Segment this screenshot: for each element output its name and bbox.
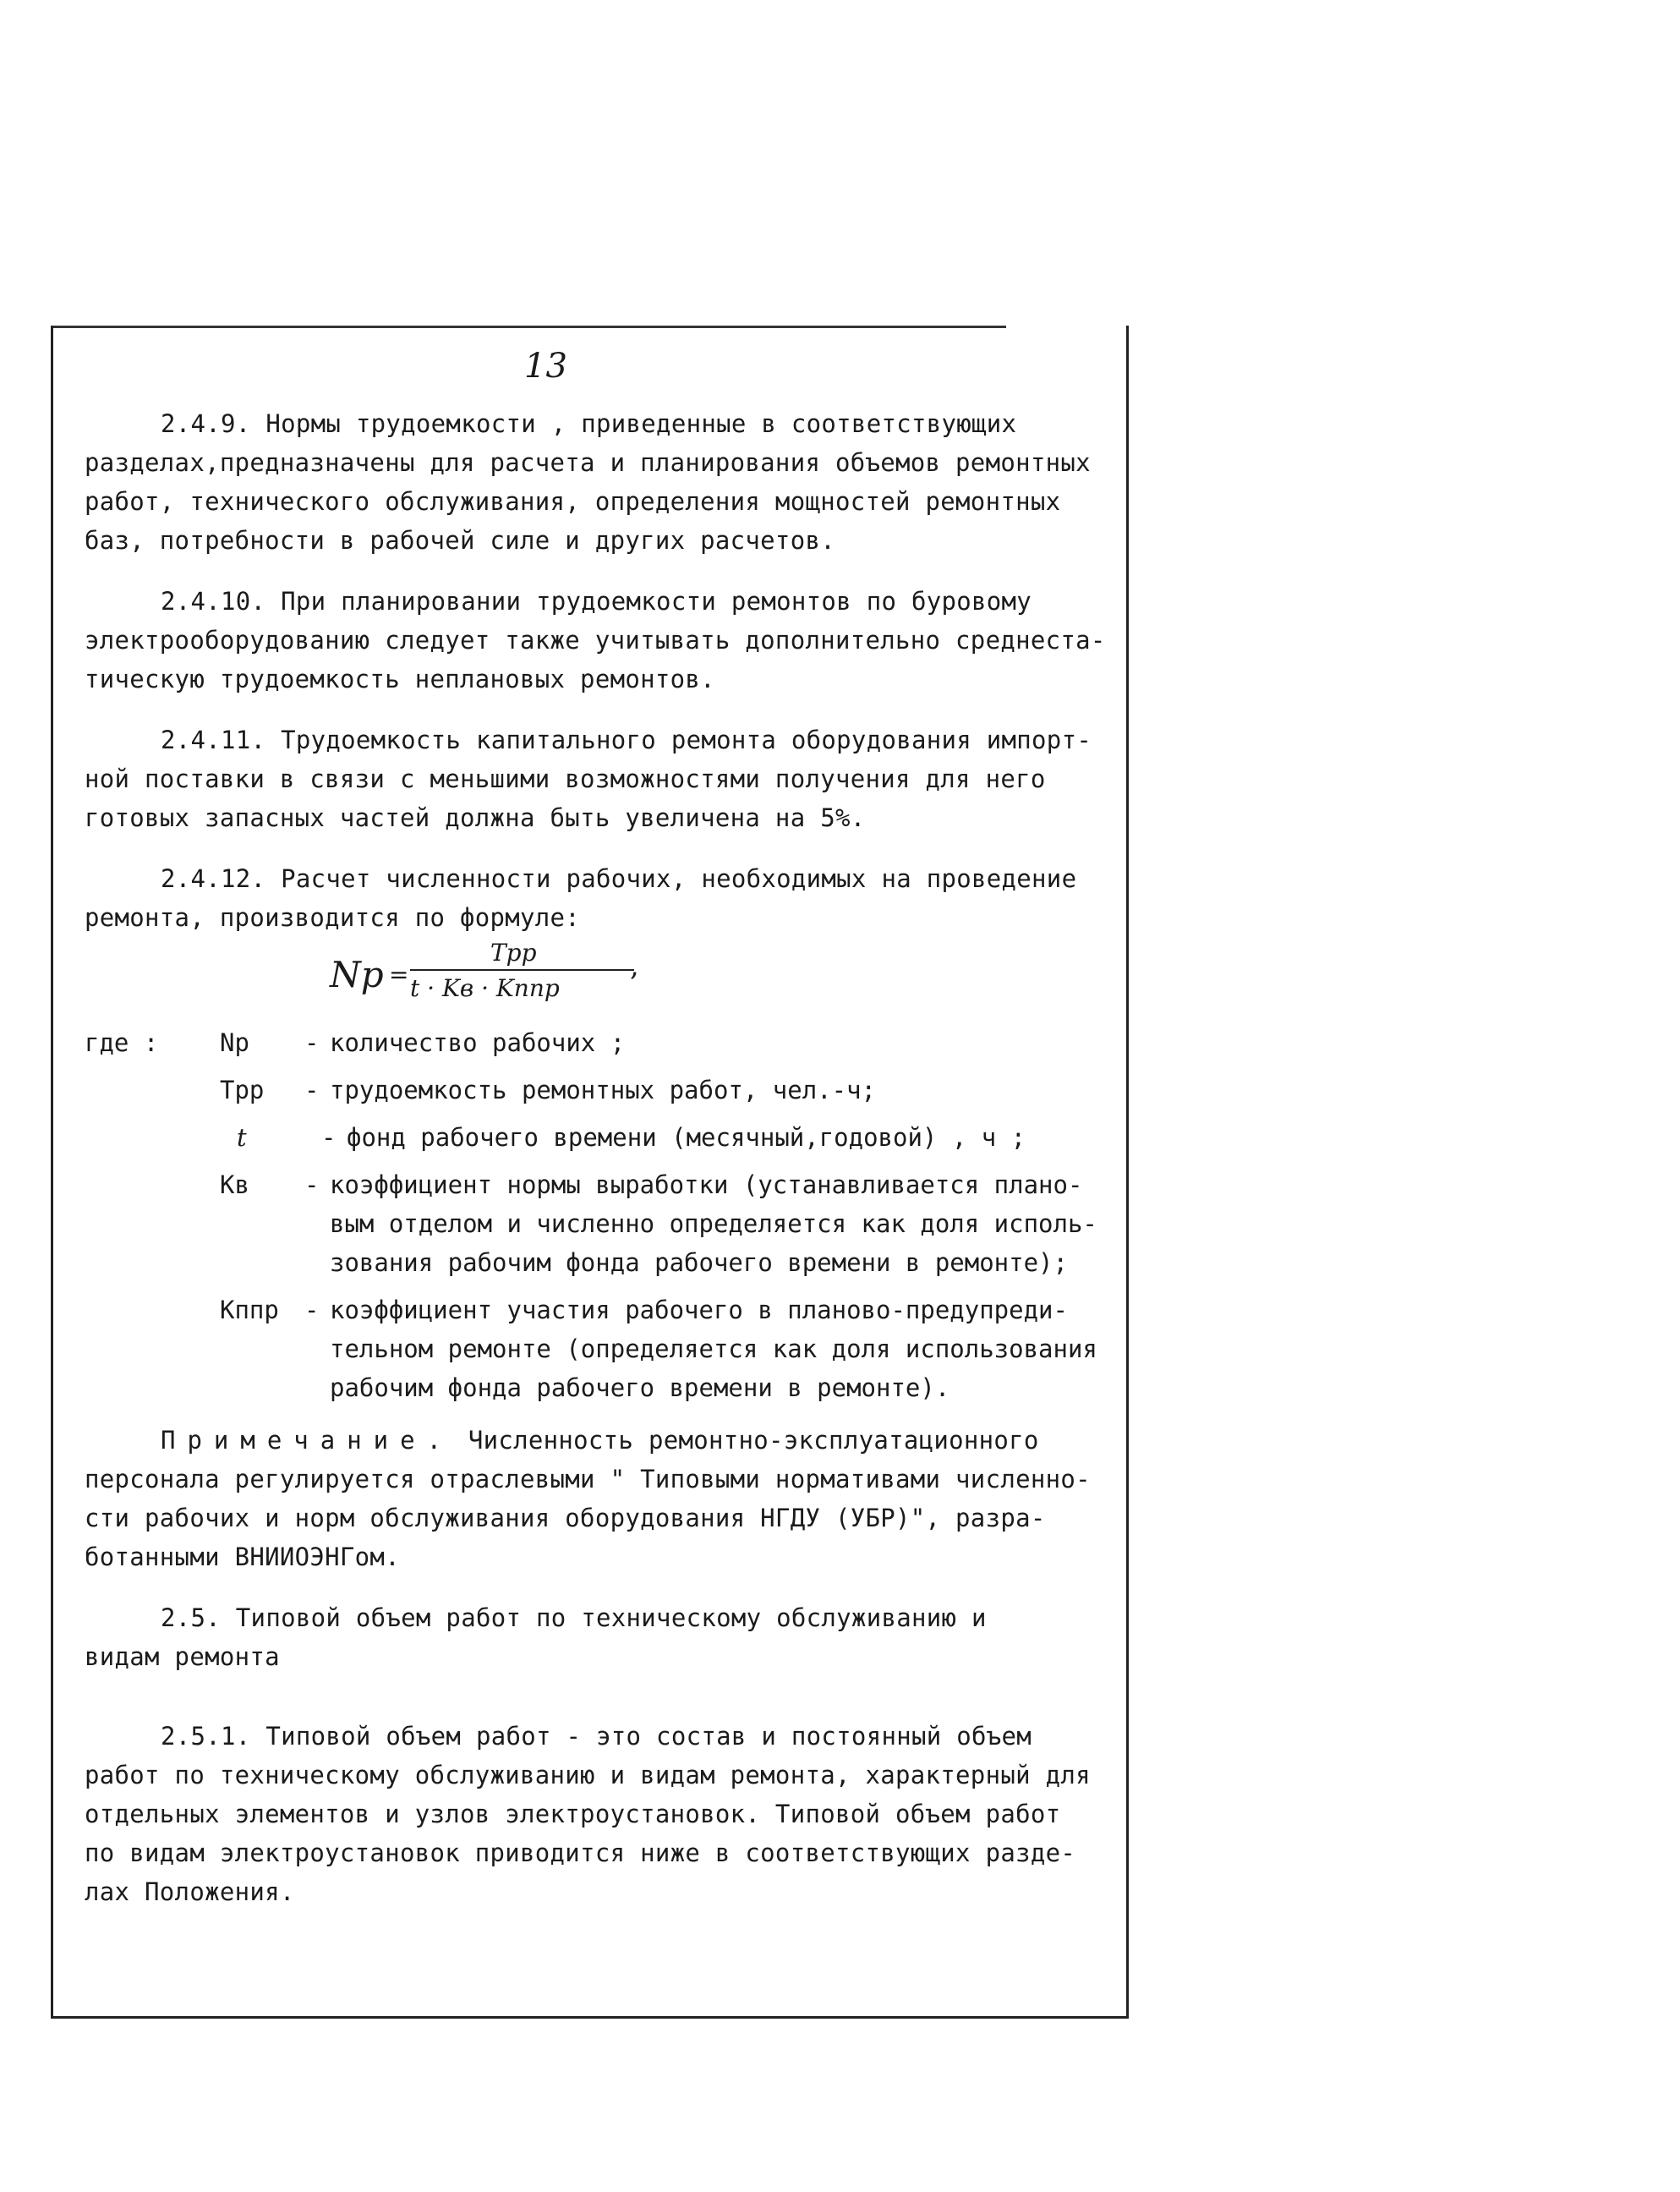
definition-text (330, 1071, 1116, 1110)
definition-symbol: Кв (220, 1170, 249, 1199)
text-line: трудоемкость ремонтных работ, чел.-ч; (330, 1076, 877, 1104)
text-line: готовых запасных частей должна быть увеличена на 5%. (85, 803, 866, 832)
definition-symbol: Nр (220, 1028, 249, 1057)
definition-symbol: Трр (220, 1076, 265, 1104)
formula-equals: = (389, 961, 409, 989)
text-line: работ по техническому обслуживанию и видам ремонта, характерный для (85, 1761, 1091, 1789)
text-line: коэффициент участия рабочего в планово-предупреди- (330, 1296, 1068, 1324)
definition-dash: - (304, 1028, 320, 1057)
text-line: зования рабочим фонда рабочего времени в ремонте); (330, 1248, 1068, 1277)
definition-dash: - (304, 1076, 320, 1104)
section-heading-2-5 (85, 1598, 1116, 1676)
text-line: ботанными ВНИИОЭНГом. (85, 1543, 400, 1571)
definition-row (85, 1071, 1116, 1110)
formula-comma: , (630, 949, 639, 983)
text-line: коэффициент нормы выработки (устанавливается плано- (330, 1170, 1083, 1199)
definition-dash: - (321, 1123, 337, 1152)
text-line: тельном ремонте (определяется как доля использования (330, 1334, 1097, 1363)
definition-symbol: t (237, 1123, 247, 1152)
text-line: разделах,предназначены для расчета и планирования объемов ремонтных (85, 448, 1091, 477)
text-line: сти рабочих и норм обслуживания оборудования НГДУ (УБР)", разра- (85, 1504, 1046, 1532)
text-line (85, 1421, 1116, 1460)
page-number: 13 (524, 347, 567, 386)
definition-dash: - (304, 1296, 320, 1324)
text-line: количество рабочих ; (330, 1028, 626, 1057)
definition-text (330, 1165, 1116, 1282)
text-line: ремонта, производится по формуле: (85, 903, 581, 932)
where-label: где : (85, 1028, 159, 1057)
paragraph-2-4-10 (85, 582, 1116, 699)
text-line: тическую трудоемкость неплановых ремонтов. (85, 665, 715, 693)
definition-text (330, 1023, 1116, 1062)
text-line: рабочим фонда рабочего времени в ремонте). (330, 1373, 950, 1402)
text-line: лах Положения. (85, 1877, 295, 1906)
text-line: 2.4.10. При планировании трудоемкости ремонтов по буровому (161, 587, 1032, 616)
text-line: 2.5. Типовой объем работ по техническому обслуживанию и (161, 1603, 987, 1632)
definition-row (85, 1165, 1116, 1282)
text-line: 2.4.9. Нормы трудоемкости , приведенные в соответствующих (161, 409, 1017, 438)
text-line: 2.4.11. Трудоемкость капитального ремонта оборудования импорт- (161, 726, 1092, 754)
definition-symbol: Кппр (220, 1296, 279, 1324)
definition-row (85, 1118, 1116, 1157)
text-line: видам ремонта (85, 1642, 280, 1671)
text-line: вым отделом и численно определяется как доля исполь- (330, 1209, 1097, 1238)
text-line: 2.4.12. Расчет численности рабочих, необходимых на проведение (161, 864, 1077, 893)
text-line: персонала регулируется отраслевыми " Типовыми нормативами численно- (85, 1465, 1091, 1493)
note-label: Примечание. (161, 1426, 454, 1455)
workers-formula (321, 939, 659, 1006)
text-line: фонд рабочего времени (месячный,годовой) , ч ; (347, 1123, 1026, 1152)
paragraph-2-4-9 (85, 404, 1116, 560)
definitions-list (85, 1023, 1116, 1416)
text-line: 2.5.1. Типовой объем работ - это состав и постоянный объем (161, 1722, 1032, 1751)
text-line: электрооборудованию следует также учитывать дополнительно среднеста- (85, 626, 1106, 655)
note-paragraph (85, 1421, 1116, 1576)
definition-row (85, 1291, 1116, 1407)
definition-text (330, 1291, 1116, 1407)
definition-dash: - (304, 1170, 320, 1199)
note-first-line: Численность ремонтно-эксплуатационного (468, 1426, 1039, 1455)
paragraph-2-4-11 (85, 721, 1116, 837)
fraction-bar (410, 969, 634, 971)
formula-lhs: Np (330, 954, 384, 995)
definition-row (85, 1023, 1116, 1062)
text-line: отдельных элементов и узлов электроустановок. Типовой объем работ (85, 1800, 1061, 1828)
formula-numerator: Tpp (490, 939, 537, 967)
text-line: по видам электроустановок приводится ниже в соответствующих разде- (85, 1839, 1076, 1867)
text-line: ной поставки в связи с меньшими возможностями получения для него (85, 764, 1046, 793)
text-line: баз, потребности в рабочей силе и других расчетов. (85, 526, 835, 555)
text-line: работ, технического обслуживания, определения мощностей ремонтных (85, 487, 1061, 516)
paragraph-2-4-12 (85, 859, 1116, 937)
paragraph-2-5-1 (85, 1717, 1116, 1911)
definition-text (347, 1118, 1116, 1157)
formula-denominator: t · Kв · Kппр (410, 974, 560, 1002)
